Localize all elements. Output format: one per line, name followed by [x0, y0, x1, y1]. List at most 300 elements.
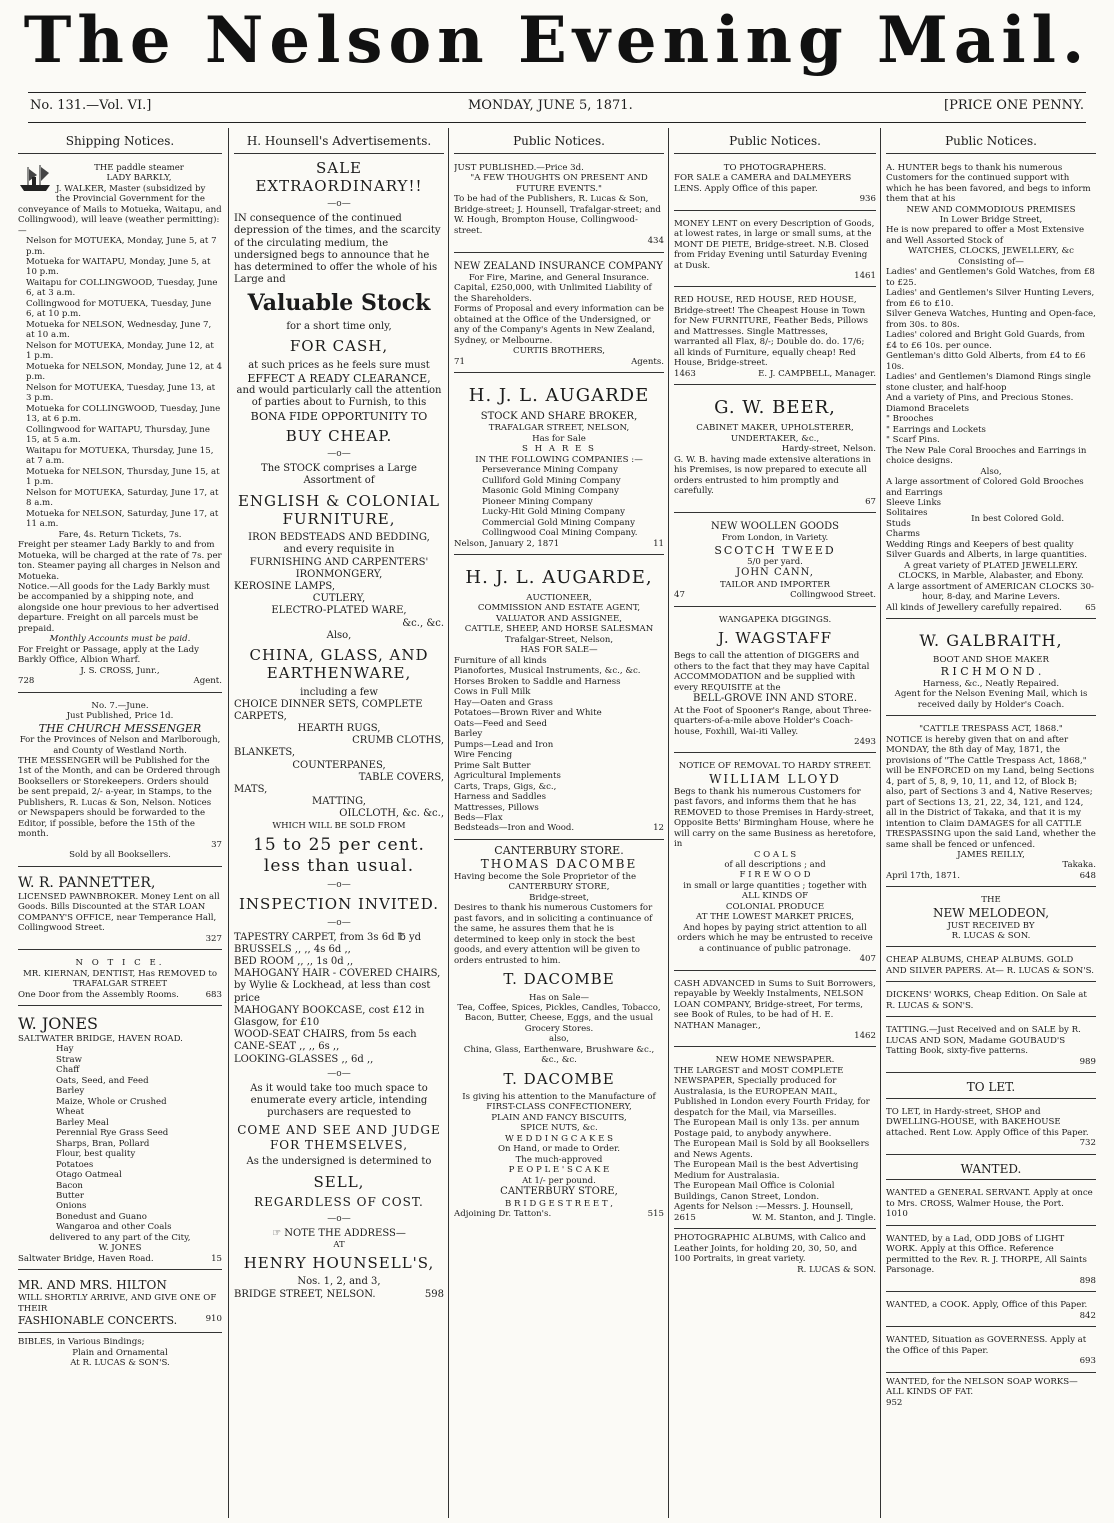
has-for-sale: HAS FOR SALE—: [520, 645, 598, 656]
list-item: Motueka for COLLINGWOOD, Tuesday, June 13, at 6 p.m.: [26, 403, 221, 425]
column-hounsell: [234, 132, 444, 1517]
wanted-body: WANTED, by a Lad, ODD JOBS of LIGHT WORK. Apply at this Office. Reference permitted to the Rev. R. J. THORPE, All Saints Parsonage.: [886, 1233, 1087, 1276]
firewood: F I R E W O O D: [739, 870, 811, 881]
column-header: Public Notices.: [454, 132, 664, 154]
column-public-notices-3: [886, 132, 1096, 1517]
jewellery-list: [886, 267, 1096, 466]
canterbury-store: CANTERBURY STORE,: [508, 882, 610, 893]
galbraith-name: W. GALBRAITH,: [919, 631, 1063, 651]
ad-number: 898: [1079, 1275, 1096, 1286]
has-on-sale: Has on Sale—: [529, 992, 589, 1003]
jones-signature: W. JONES: [98, 1243, 142, 1254]
reilly: JAMES REILLY,: [957, 850, 1025, 860]
ad-number: 2615: [674, 1212, 696, 1223]
desires: Desires to thank his numerous Customers for past favors, and in soliciting a continuance of the same, he assures them that he is determined to keep only in stock the best goods, and every attention will be given to orders entrusted to him.: [454, 903, 653, 966]
fares: Fare, 4s. Return Tickets, 7s.: [58, 529, 182, 540]
td-name-2: T. DACOMBE: [503, 1069, 615, 1088]
colored-items: [886, 498, 941, 540]
large-assortment: A large assortment of Colored Gold Brooches and Earrings: [886, 477, 1084, 498]
trespass-title: "CATTLE TRESPASS ACT, 1868.": [919, 724, 1063, 735]
ad-number: 434: [647, 236, 664, 247]
list-item: Pumps—Lead and Iron: [454, 739, 554, 750]
bibles-seller: At R. LUCAS & SON'S.: [70, 1358, 170, 1369]
adjoining: Adjoining Dr. Tatton's.: [454, 1209, 552, 1219]
beer-undertaker: UNDERTAKER, &c.,: [730, 433, 820, 444]
english-colonial: ENGLISH & COLONIAL FURNITURE,: [237, 491, 441, 528]
divider: —o—: [327, 449, 351, 460]
list-item: CANE-SEAT ,, ,, 6s ,,: [234, 1041, 340, 1053]
every-requisite: and every requisite in: [283, 544, 395, 556]
list-item: Prime Salt Butter: [454, 760, 531, 771]
wangapeka-title: WANGAPEKA DIGGINGS.: [718, 614, 832, 625]
dickens: DICKENS' WORKS, Cheap Edition. On Sale at R. LUCAS & SON'S.: [886, 990, 1087, 1011]
list-item: Motueka for NELSON, Saturday, June 17, at 11 a.m.: [26, 508, 219, 530]
ad-number: 936: [859, 194, 876, 205]
jones-address: SALTWATER BRIDGE, HAVEN ROAD.: [18, 1033, 183, 1044]
best-colored: In best Colored Gold.: [971, 513, 1065, 524]
trespass-body: NOTICE is hereby given that on and after MONDAY, the 8th day of May, 1871, the provisions of "The Cattle Trespass Act, 1868," will be ENFORCED on my Land, being Sections 4, part of 5, 8, 9, 10, 11, and 12, of Block B; also, part of Sections 3 and 4, Native Reserves; part of Sections 13, 21, 22, 34, 121, and 124, all in the District of Takaka, and that it is my intention to Claim DAMAGES for all CATTLE TRESPASSING upon the said Land, whether the same shall be fenced or unfenced.: [886, 734, 1096, 850]
dateline: [30, 98, 1084, 118]
tea: Tea, Coffee, Spices, Pickles, Candles, Tobacco, Bacon, Butter, Cheese, Eggs, and the usual Grocery Stores.: [457, 1002, 661, 1034]
broker-title: STOCK AND SHARE BROKER,: [480, 411, 638, 422]
messenger-number: No. 7.—June.: [91, 700, 149, 711]
which-sold: WHICH WILL BE SOLD FROM: [272, 820, 406, 831]
cattle: CATTLE, SHEEP, AND HORSE SALESMAN: [464, 624, 654, 635]
list-item: Waitapu for MOTUEKA, Thursday, June 15, at 7 a.m.: [26, 445, 214, 467]
beer-street: Hardy-street, Nelson.: [781, 444, 876, 455]
list-item: Barley: [56, 1086, 85, 1097]
list-item: Otago Oatmeal: [56, 1170, 122, 1181]
harness: Harness, &c., Neatly Repaired.: [922, 678, 1060, 689]
ship-icon: [18, 163, 52, 196]
list-item: Pioneer Mining Company: [482, 496, 593, 507]
mats: MATS,: [234, 784, 268, 796]
column-rule: [668, 128, 669, 1518]
giving: Is giving his attention to the Manufacture of: [462, 1091, 656, 1102]
dentist-text: MR. KIERNAN, DENTIST, Has REMOVED to TRAFALGAR STREET: [22, 968, 217, 990]
jones-sig-address: Saltwater Bridge, Haven Road.: [18, 1253, 154, 1264]
china: China, Glass, Earthenware, Brushware &c., &c., &c.: [463, 1044, 655, 1066]
ad-number: 1461: [854, 270, 876, 281]
ad-number: 71: [454, 356, 465, 367]
euro-4: The European Mail Office is Colonial Buildings, Canon Street, London.: [674, 1181, 835, 1202]
list-item: Potatoes: [56, 1159, 94, 1170]
valuator: VALUATOR AND ASSIGNEE,: [496, 613, 622, 624]
lloyd-body: Begs to thank his numerous Customers for past favors, and informs them that he has REMOVED to those Premises in Hardy-street, Opposite Betts' Birmingham House, where he will carry on the same Business as heretofore, in: [674, 786, 876, 850]
money-lent-ad: [674, 215, 876, 288]
dentist-location: One Door from the Assembly Rooms.: [18, 989, 179, 1000]
list-item: Wheat: [56, 1107, 85, 1118]
list-item: Straw: [56, 1054, 82, 1065]
beer-body: G. W. B. having made extensive alterations in his Premises, is now prepared to execute all orders entrusted to him promptly and carefully.: [674, 454, 872, 497]
jones-delivery: delivered to any part of the City,: [49, 1232, 191, 1243]
beer-name: G. W. BEER,: [714, 397, 836, 419]
pamphlet-ad: [454, 159, 664, 253]
list-item: Masonic Gold Mining Company: [482, 486, 619, 497]
cutlery: CUTLERY,: [312, 593, 366, 605]
list-item: Sharps, Bran, Pollard: [56, 1138, 150, 1149]
agent-title: Agent.: [193, 676, 222, 687]
auctioneer: AUCTIONEER,: [526, 592, 592, 603]
ad-number: 683: [205, 989, 222, 1000]
bridge-street: Bridge-street,: [529, 892, 589, 903]
euro-agents-2: W. M. Stanton, and J. Tingle.: [752, 1212, 876, 1223]
column-public-notices-2: [674, 132, 876, 1517]
list-item: " Scarf Pins.: [886, 435, 940, 446]
also: Also,: [980, 466, 1002, 477]
coals: C O A L S: [753, 849, 797, 860]
albums-body: PHOTOGRAPHIC ALBUMS, with Calico and Leather Joints, for holding 20, 30, 50, and 100 Portraits, in great variety.: [674, 1233, 866, 1265]
list-item: Motueka for NELSON, Monday, June 12, at 4 p.m.: [26, 361, 222, 383]
insurance-title: NEW ZEALAND INSURANCE COMPANY: [454, 260, 663, 272]
td-name: T. DACOMBE: [503, 970, 615, 989]
list-item: Bedsteads—Iron and Wood.: [454, 823, 575, 834]
euro-agents: Agents for Nelson :—Messrs. J. Hounsell,: [674, 1202, 854, 1213]
wanted-ad: [886, 1230, 1096, 1292]
pawnbroker-body: LICENSED PAWNBROKER. Money Lent on all Goods. Bills Discounted at the STAR LOAN COMPANY'S OFFICE, near Temperance Hall, Collingwood Street.: [18, 891, 220, 934]
issue-number: No. 131.—Vol. VI.]: [30, 98, 152, 113]
list-item: Bacon: [56, 1180, 83, 1191]
messenger-body: THE MESSENGER will be Published for the 1st of the Month, and can be Ordered through Booksellers or Storekeepers. Orders should be sent prepaid, 2/- a-year, in Stamps, to the Publishers, R. Lucas & Son, Nelson. Notices or Newspapers should be forwarded to the Editor, if possible, before the 15th of the month.: [18, 755, 221, 840]
list-item: Mattresses, Pillows: [454, 802, 539, 813]
list-item: " Brooches: [886, 414, 934, 425]
albums-sig: R. LUCAS & SON.: [797, 1264, 876, 1275]
monthly-accounts: Monthly Accounts must be paid.: [49, 634, 191, 645]
to-let-ad: [886, 1103, 1096, 1155]
pamphlet-title: "A FEW THOUGHTS ON PRESENT AND FUTURE EVENTS.": [470, 173, 648, 194]
melodeon-ad: [886, 891, 1096, 947]
cheap-albums: CHEAP ALBUMS, CHEAP ALBUMS. GOLD AND SILVER PAPERS. At— R. LUCAS & SON'S.: [886, 955, 1094, 976]
bona-fide: BONA FIDE OPPORTUNITY TO: [250, 409, 428, 423]
counterpanes: COUNTERPANES,: [292, 759, 386, 771]
column-header: H. Hounsell's Advertisements.: [234, 132, 444, 154]
list-item: Nelson for MOTUEKA, Tuesday, June 13, at 3 p.m.: [26, 382, 216, 404]
ad-number: 910: [205, 1313, 222, 1324]
list-item: Barley Meal: [56, 1117, 109, 1128]
auctioneer-name: H. J. L. AUGARDE,: [465, 567, 653, 588]
broker-ad: [454, 377, 664, 555]
beer-ad: [674, 389, 876, 513]
also: Also,: [326, 629, 352, 641]
pawnbroker-ad: [18, 871, 222, 951]
note-address: [234, 1228, 444, 1240]
cash-advanced-body: CASH ADVANCED in Sums to Suit Borrowers, repayable by Weekly Instalments, NELSON LOAN COMPANY, Bridge-street, For terms, see Book of Rules, to be had of H. E. NATHAN Manager.,: [674, 978, 876, 1031]
jones-items: [18, 1044, 222, 1233]
wanted-ad: [886, 1184, 1096, 1225]
column-public-notices-1: [454, 132, 664, 1517]
column-rule: [228, 128, 229, 1518]
ad-number: 407: [859, 954, 876, 965]
freight: Freight per steamer Lady Barkly to and from Motueka, will be charged at the rate of 7s. per ton. Steamer paying all charges in Nelson and Motueka.: [18, 540, 222, 582]
list-item: Onions: [56, 1201, 87, 1212]
list-item: Diamond Bracelets: [886, 403, 969, 414]
lowest-prices: AT THE LOWEST MARKET PRICES,: [695, 912, 855, 923]
melodeon: NEW MELODEON,: [932, 905, 1050, 920]
determined: As the undersigned is determined to: [246, 1156, 432, 1168]
lloyd-hopes: And hopes by paying strict attention to all orders which he may be entrusted to receive a continuance of public patronage.: [677, 922, 873, 954]
hunter-body: A. HUNTER begs to thank his numerous Customers for the continued support with which he has been favored, and begs to inform them that at his: [886, 162, 1091, 205]
broker-name: H. J. L. AUGARDE: [468, 385, 650, 407]
blankets: BLANKETS,: [234, 747, 296, 759]
list-item: Ladies' and Gentlemen's Diamond Rings single stone cluster, and half-hoop: [886, 372, 1091, 393]
ad-number: 37: [211, 839, 222, 850]
hilton-title: MR. AND MRS. HILTON: [18, 1278, 167, 1293]
list-item: Charms: [886, 529, 920, 540]
top-rule: [28, 92, 1086, 93]
ad-number: 65: [1085, 602, 1096, 613]
wedding-rings: Wedding Rings and Keepers of best quality Silver Guards and Alberts, in large quantities.: [886, 539, 1087, 561]
ad-number: 327: [205, 933, 222, 944]
hunter-lower: In Lower Bridge Street,: [939, 215, 1043, 226]
issue-date: MONDAY, JUNE 5, 1871.: [468, 98, 633, 113]
shipping-notice: Notice.—All goods for the Lady Barkly must be accompanied by a shipping note, and alongside one hour previous to her advertised departure. Freight on all parcels must be prepaid.: [18, 582, 220, 634]
list-item: Perseverance Mining Company: [482, 465, 618, 476]
list-item: Furniture of all kinds: [454, 655, 547, 666]
passage: For Freight or Passage, apply at the Lady Barkly Office, Albion Wharf.: [18, 644, 199, 666]
list-item: Ladies' colored and Bright Gold Guards, from £4 to £6 10s. per ounce.: [886, 330, 1085, 351]
woollen-ad: [674, 517, 876, 606]
regardless: REGARDLESS OF COST.: [254, 1194, 424, 1209]
euro-3: The European Mail is the best Advertising Medium for Australasia.: [674, 1160, 859, 1181]
list-item: The New Pale Coral Brooches and Earrings in choice designs.: [886, 445, 1087, 467]
list-item: MAHOGANY BOOKCASE, cost £12 in Glasgow, for £10: [234, 1004, 425, 1028]
companies-list: [454, 465, 664, 538]
divider: —o—: [327, 917, 351, 928]
masthead-title: The Nelson Evening Mail.: [23, 3, 1091, 78]
divider: —o—: [327, 1213, 351, 1224]
ad-number: 515: [647, 1209, 664, 1219]
john-cann: JOHN CANN,: [736, 567, 814, 579]
woollen-sub: From London, in Variety.: [721, 533, 829, 544]
list-item: Culliford Gold Mining Company: [482, 475, 621, 486]
inspection: INSPECTION INVITED.: [239, 895, 439, 914]
euro-2: The European Mail is Sold by all Booksellers and News Agents.: [674, 1139, 870, 1160]
wanted-heading: WANTED.: [886, 1159, 1096, 1181]
to-let-heading: TO LET.: [886, 1077, 1096, 1099]
list-item: Chaff: [56, 1065, 80, 1076]
table-covers: TABLE COVERS,: [358, 771, 444, 783]
list-item: Nelson for MOTUEKA, Monday, June 5, at 7 p.m.: [26, 236, 217, 257]
all-descriptions: of all descriptions ; and: [724, 859, 826, 870]
auctioneer-ad: [454, 559, 664, 840]
scotch-tweed: SCOTCH TWEED: [714, 543, 836, 557]
dickens-ad: [886, 986, 1096, 1017]
hunter-prepared: He is now prepared to offer a Most Extensive and Well Assorted Stock of: [886, 225, 1085, 246]
list-item: Silver Geneva Watches, Hunting and Open-face, from 30s. to 80s.: [886, 309, 1096, 330]
thomas-dacombe: THOMAS DACOMBE: [480, 857, 638, 872]
list-item: And a variety of Pins, and Precious Stones.: [886, 393, 1074, 404]
dateline-rule: [28, 122, 1086, 123]
jones-name: W. JONES: [18, 1014, 98, 1034]
list-item: Butter: [56, 1191, 84, 1201]
messenger-published: Just Published, Price 1d.: [66, 711, 174, 722]
ad-number: 952: [886, 1397, 903, 1408]
list-item: Gentleman's ditto Gold Alberts, from £4 to £6 10s.: [886, 351, 1086, 372]
list-item: Collingwood Coal Mining Company.: [482, 528, 638, 539]
nos: Nos. 1, 2, and 3,: [297, 1276, 381, 1288]
colored-group: [886, 498, 1096, 540]
cash-advanced-ad: [674, 975, 876, 1048]
takaka: Takaka.: [1062, 860, 1096, 871]
melodeon-seller: R. LUCAS & SON.: [951, 930, 1031, 941]
albums-ad: [886, 951, 1096, 982]
iron-bedsteads: IRON BEDSTEADS AND BEDDING,: [248, 532, 430, 544]
wagstaff-body: Begs to call the attention of DIGGERS and others to the fact that they may have Capital ACCOMMODATION and be supplied with every REQUISITE at the: [674, 651, 870, 693]
tatting: TATTING.—Just Received and on SALE by R. LUCAS AND SON, Madame GOUBAUD'S Tatting Book, sixty-five patterns.: [886, 1025, 1081, 1057]
list-item: Hay—Oaten and Grass: [454, 697, 553, 708]
china-glass: CHINA, GLASS, AND EARTHENWARE,: [249, 645, 429, 683]
steamer-master: J. WALKER, Master (subsidized by the Provincial Government for the conveyance of Mails to Motueka, Waitapu, and Collingwood), will leave (weather permitting):—: [18, 183, 222, 236]
newhome-title: NEW HOME NEWSPAPER.: [715, 1055, 835, 1066]
photographers-head: TO PHOTOGRAPHERS.: [723, 162, 827, 173]
consisting: Consisting of—: [958, 256, 1024, 267]
bellgrove: BELL-GROVE INN AND STORE.: [692, 693, 858, 705]
electro: ELECTRO-PLATED WARE,: [271, 605, 407, 617]
notice-heading: N O T I C E.: [75, 958, 165, 969]
dentist-ad: [18, 954, 222, 1006]
hilton-concerts: FASHIONABLE CONCERTS.: [18, 1313, 178, 1327]
colonial-produce: COLONIAL PRODUCE: [725, 901, 825, 912]
list-item: Carts, Traps, Gigs, &c.,: [454, 781, 557, 792]
dinner-sets: CHOICE DINNER SETS, COMPLETE: [234, 698, 423, 710]
oilcloth: OILCLOTH, &c. &c.,: [339, 808, 444, 820]
insurance-ad: [454, 257, 664, 374]
ad-number: 11: [653, 538, 664, 549]
canterbury-ad: [454, 844, 664, 1220]
clearance: EFFECT A READY CLEARANCE,: [247, 371, 431, 385]
the: THE: [981, 895, 1001, 906]
hunter-watches: WATCHES, CLOCKS, JEWELLERY, &c: [908, 246, 1074, 257]
list-item: " Earrings and Lockets: [886, 424, 986, 435]
list-item: Hay: [56, 1044, 74, 1055]
lloyd-ad: [674, 757, 876, 970]
valuable-stock: Valuable Stock: [247, 290, 431, 317]
divider: —o—: [327, 199, 351, 210]
pamphlet-body: To be had of the Publishers, R. Lucas & Son, Bridge-street; J. Hounsell, Trafalgar-street; and W. Hough, Brompton House, Collingwood-street.: [454, 194, 661, 236]
plated: A great variety of PLATED JEWELLERY.: [904, 560, 1078, 571]
wagstaff: J. WAGSTAFF: [718, 629, 832, 648]
list-item: BED ROOM ,, ,, 1s 0d ,,: [234, 956, 354, 968]
list-item: Cows in Full Milk: [454, 687, 531, 698]
column-header: Public Notices.: [886, 132, 1096, 154]
list-item: Waitapu for COLLINGWOOD, Tuesday, June 6, at 3 a.m.: [26, 277, 218, 299]
steamer-name: LADY BARKLY,: [106, 173, 172, 184]
matting: MATTING,: [312, 796, 366, 808]
wanted-body: WANTED, a COOK. Apply, Office of this Paper.: [886, 1300, 1088, 1311]
bibles-ad: [18, 1337, 222, 1368]
list-item: Oats—Feed and Seed: [454, 718, 547, 729]
clocks: CLOCKS, in Marble, Alabaster, and Ebony.: [898, 571, 1084, 582]
auctioneer-street: Trafalgar-Street, Nelson,: [504, 634, 614, 645]
richmond: R I C H M O N D .: [940, 665, 1042, 679]
galbraith-ad: [886, 623, 1096, 716]
list-item: Sleeve Links: [886, 498, 942, 508]
pawnbroker-name: W. R. PANNETTER,: [18, 874, 156, 891]
insurance-sub: For Fire, Marine, and General Insurance.: [468, 272, 650, 283]
sale-intro: IN consequence of the continued depression of the times, and the scarcity of the circulating medium, the undersigned begs to announce that he has determined to offer the whole of his Large and: [234, 213, 441, 286]
wanted-body: WANTED a GENERAL SERVANT. Apply at once to Mrs. CROSS, Walmer House, the Port.: [886, 1188, 1093, 1209]
agent-name: J. S. CROSS, Junr.,: [80, 665, 160, 676]
collingwood-street: Collingwood Street.: [790, 590, 876, 601]
hunter-ad: [886, 159, 1096, 620]
plain-fancy: PLAIN AND FANCY BISCUITS,: [491, 1112, 627, 1123]
bridge-street-2: B R I D G E S T R E E T ,: [504, 1198, 614, 1209]
list-item: Studs: [886, 518, 911, 529]
red-house-body: RED HOUSE, RED HOUSE, RED HOUSE, Bridge-street! The Cheapest House in Town for New FURNITURE, Feather Beds, Pillows and Mattresses. Single Mattresses, warranted all Flax, 8/-; Double do. do. 17/6; all kinds of Furniture, equally cheap! Red House, Bridge-street.: [674, 295, 869, 369]
tailor: TAILOR AND IMPORTER: [720, 579, 830, 590]
spice-nuts: SPICE NUTS, &c.: [520, 1123, 598, 1134]
commission: COMMISSION AND ESTATE AGENT,: [477, 603, 641, 614]
ad-number: 732: [1079, 1138, 1096, 1149]
list-item: Wangaroa and other Coals: [56, 1222, 172, 1233]
list-item: Flour, best quality: [56, 1149, 136, 1160]
list-item: Ladies' and Gentlemen's Gold Watches, from £8 to £25.: [886, 267, 1095, 288]
column-header: Public Notices.: [674, 132, 876, 154]
furnishing: FURNISHING AND CARPENTERS' IRONMONGERY,: [249, 556, 429, 580]
canterbury-store-2: CANTERBURY STORE,: [500, 1186, 618, 1198]
euro-1: The European Mail is only 13s. per annum Postage paid, to anybody anywhere.: [674, 1118, 860, 1139]
bridge-street: BRIDGE STREET, NELSON.: [234, 1288, 376, 1300]
note-label: NOTE THE ADDRESS—: [284, 1227, 406, 1239]
short-time: for a short time only,: [286, 321, 392, 333]
come-and-see: COME AND SEE AND JUDGE FOR THEMSELVES,: [237, 1123, 441, 1152]
column-rule: [880, 128, 881, 1518]
ad-number: 15: [211, 1253, 222, 1264]
pointing-hand-icon: ☞: [272, 1227, 285, 1239]
list-item: Harness and Saddles: [454, 792, 547, 803]
first-class: FIRST-CLASS CONFECTIONERY,: [486, 1102, 632, 1113]
wanted-ad: [886, 1296, 1096, 1327]
wanted-body: WANTED, for the NELSON SOAP WORKS— ALL KINDS OF FAT.: [886, 1376, 1078, 1398]
ad-number: 728: [18, 676, 35, 687]
column-shipping: [18, 132, 222, 1517]
per-pound: At 1/- per pound.: [522, 1175, 596, 1186]
messenger-title: THE CHURCH MESSENGER: [38, 721, 202, 735]
tedious: As it would take too much space to enumerate every article, intending purchasers are requested to: [250, 1082, 428, 1119]
red-house-ad: [674, 291, 876, 385]
curtis: CURTIS BROTHERS,: [513, 346, 605, 357]
money-lent-body: MONEY LENT on every Description of Goods, at lowest rates, in large or small sums, at the MONT DE PIETE, Bridge-street. N.B. Closed from Friday Evening until Saturday Evening at Dusk.: [674, 218, 875, 271]
ad-number: 67: [865, 496, 876, 507]
divider: —o—: [327, 1068, 351, 1079]
list-item: Commercial Gold Mining Company: [482, 517, 635, 528]
list-item: Oats, Seed, and Feed: [56, 1075, 149, 1086]
also: also,: [549, 1034, 569, 1045]
list-item: Perennial Rye Grass Seed: [56, 1128, 169, 1139]
prices-line: at such prices as he feels sure must: [248, 359, 430, 371]
wedding-cakes: W E D D I N G C A K E S: [504, 1133, 614, 1144]
lloyd-name: WILLIAM LLOYD: [709, 771, 841, 786]
wanted-ad: [886, 1331, 1096, 1372]
ad-number: 989: [1079, 1056, 1096, 1067]
ad-number: 2493: [854, 737, 876, 747]
ad-number: 648: [1079, 870, 1096, 881]
list-item: Horses Broken to Saddle and Harness: [454, 676, 621, 687]
list-item: Collingwood for MOTUEKA, Tuesday, June 6, at 10 p.m.: [26, 298, 212, 320]
list-item: BRUSSELS ,, ,, 4s 6d ,,: [234, 943, 351, 955]
ad-number: 12: [653, 823, 664, 834]
list-item: Agricultural Implements: [454, 771, 561, 782]
list-item: Solitaires: [886, 508, 928, 519]
messenger-sold: Sold by all Booksellers.: [69, 850, 171, 861]
newspaper-ad: [674, 1051, 876, 1229]
henry-hounsell: HENRY HOUNSELL'S,: [243, 1254, 435, 1273]
tatting-ad: [886, 1021, 1096, 1073]
wangapeka-ad: [674, 611, 876, 754]
wanted-body: WANTED, Situation as GOVERNESS. Apply at the Office of this Paper.: [886, 1335, 1087, 1356]
list-item: Barley: [454, 729, 483, 740]
list-item: Bonedust and Guano: [56, 1211, 147, 1222]
